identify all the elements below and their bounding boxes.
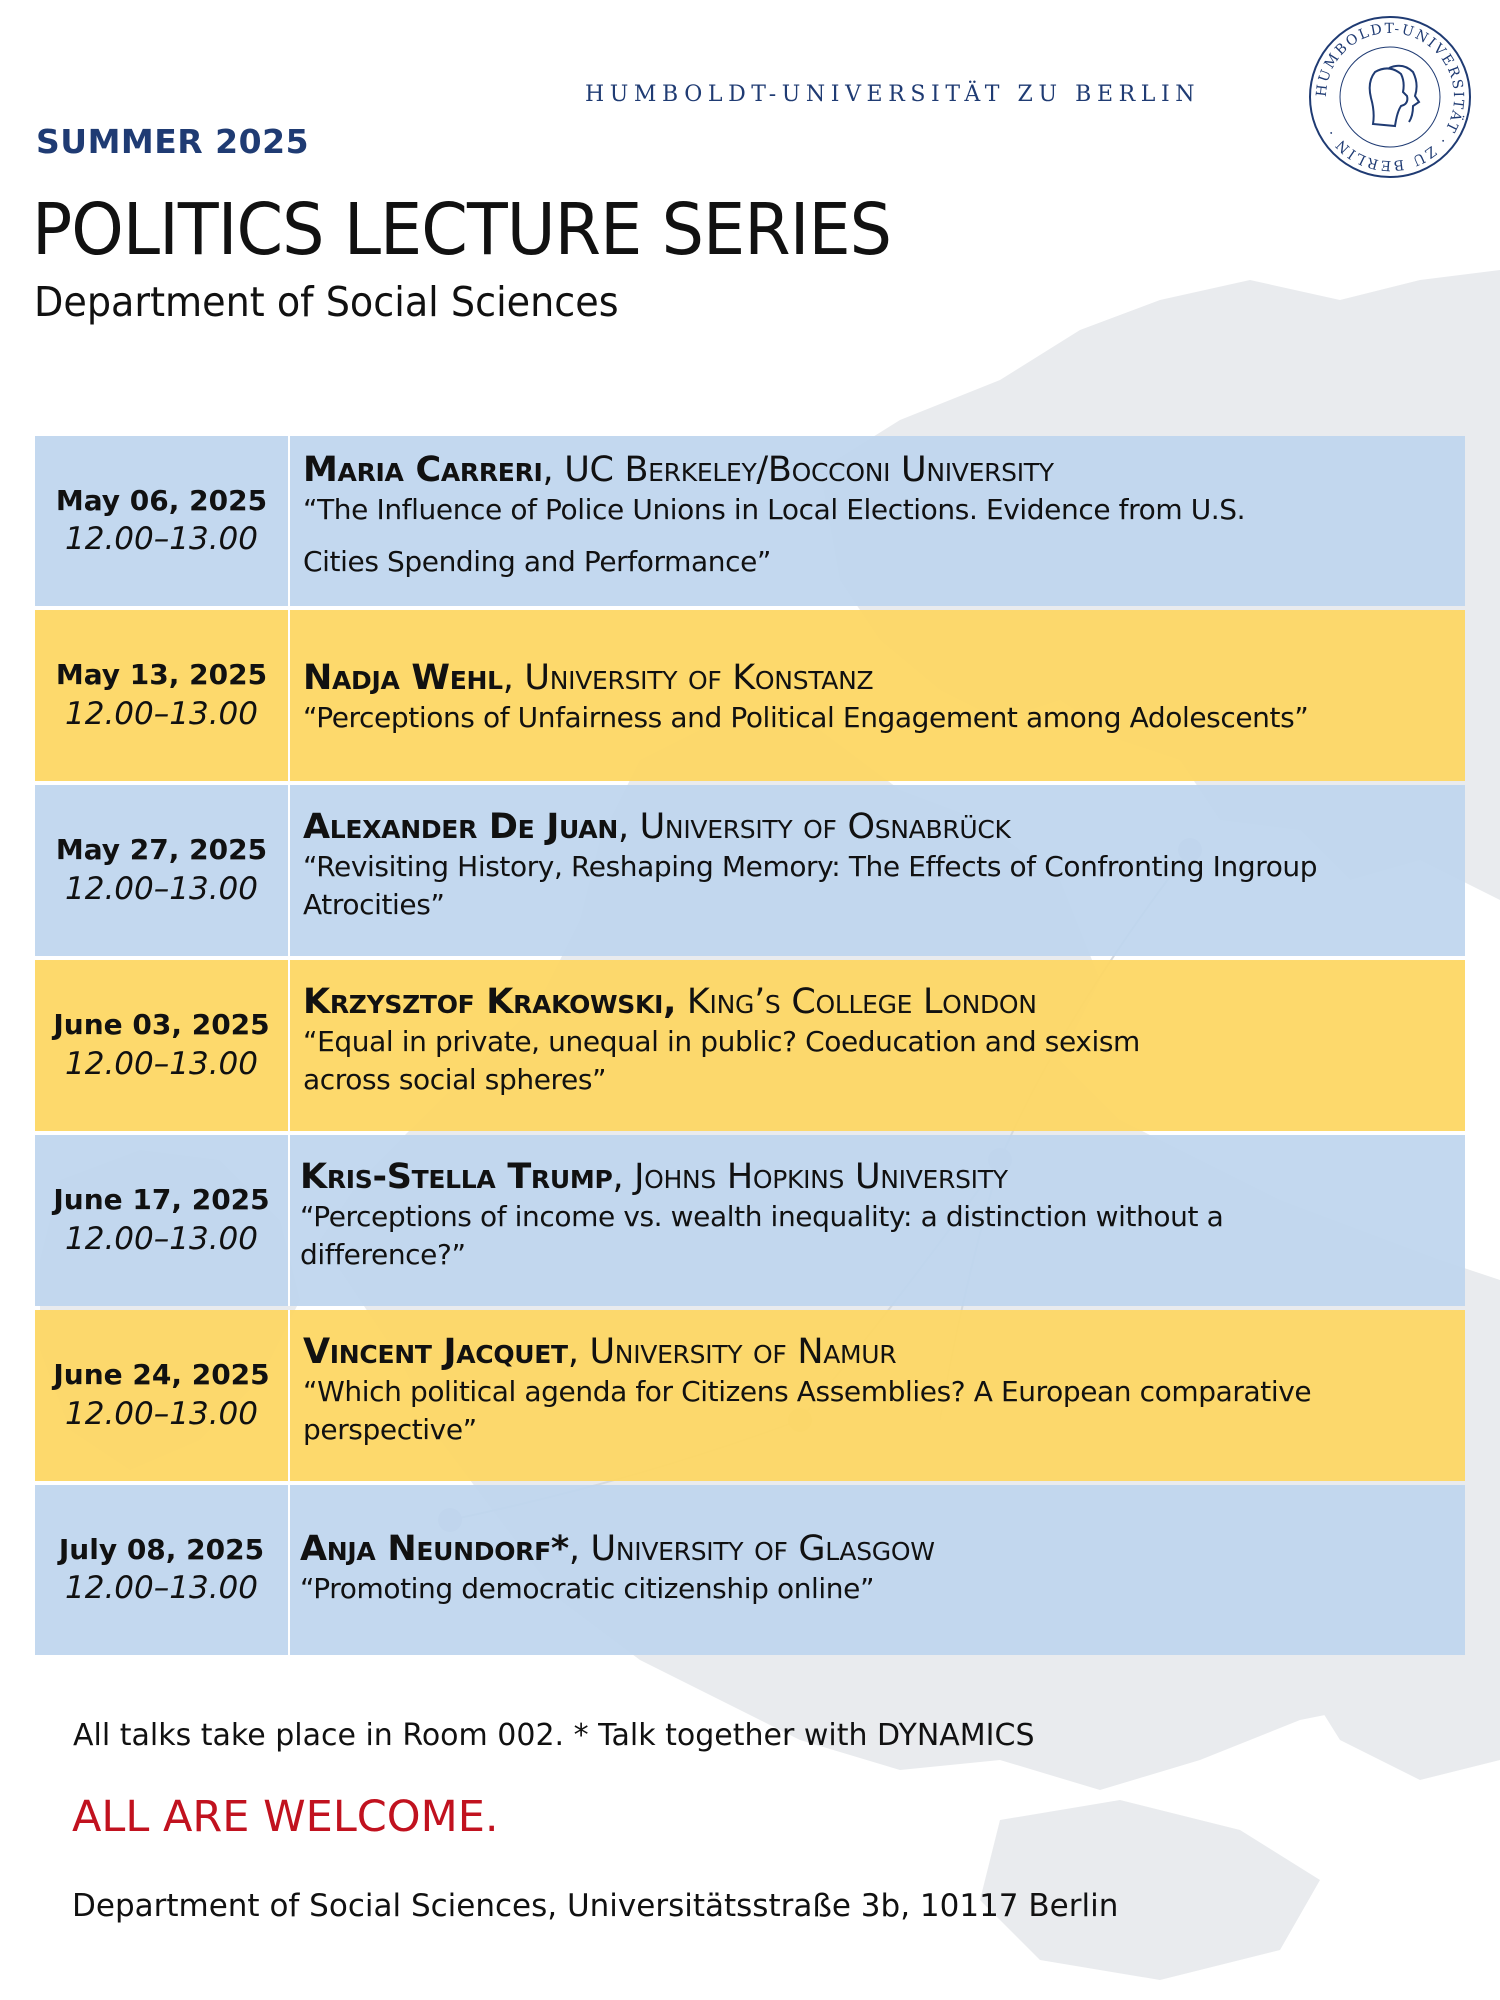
- talk-title-line: “The Influence of Police Unions in Local Elections. Evidence from U.S.: [303, 493, 1246, 527]
- venue-note: All talks take place in Room 002. * Talk together with DYNAMICS: [73, 1718, 1035, 1753]
- lecture-date: May 13, 2025: [55, 658, 268, 692]
- schedule-row: [35, 1135, 1465, 1306]
- schedule-row: [35, 1310, 1465, 1481]
- speaker-line: Nadja Wehl, University of Konstanz: [303, 658, 874, 698]
- lecture-date: July 08, 2025: [58, 1532, 265, 1566]
- schedule-row: [35, 610, 1465, 781]
- lecture-date: June 03, 2025: [53, 1008, 270, 1042]
- department-subtitle: Department of Social Sciences: [34, 278, 619, 326]
- talk-title: [303, 699, 1455, 737]
- lecture-time: 12.00–13.00: [65, 1045, 258, 1082]
- lecture-date: June 17, 2025: [53, 1183, 270, 1217]
- lecture-time: 12.00–13.00: [65, 521, 258, 558]
- lecture-time: 12.00–13.00: [65, 1570, 258, 1607]
- speaker-line: Maria Carreri, UC Berkeley/Bocconi University: [303, 450, 1054, 490]
- lecture-schedule: [35, 436, 1465, 1655]
- talk-title-line: “Revisiting History, Reshaping Memory: The Effects of Confronting Ingroup: [303, 850, 1318, 884]
- speaker-affiliation: UC Berkeley/Bocconi University: [564, 450, 1054, 490]
- university-seal-icon: [1305, 12, 1475, 182]
- speaker-line: Alexander De Juan, University of Osnabrück: [303, 807, 1011, 847]
- talk-title: [303, 491, 1455, 581]
- talk-title: [300, 1570, 1455, 1608]
- speaker-affiliation: University of Konstanz: [524, 658, 874, 698]
- speaker-line: [303, 982, 1455, 1023]
- talk-title-line: “Which political agenda for Citizens Assemblies? A European comparative: [303, 1375, 1312, 1409]
- talk-title-line: across social spheres”: [303, 1063, 607, 1097]
- speaker-affiliation: University of Namur: [589, 1332, 897, 1372]
- speaker-name: Alexander De Juan: [303, 807, 618, 847]
- date-cell: [35, 960, 290, 1131]
- talk-title-line: Cities Spending and Performance”: [303, 545, 772, 579]
- svg-text:HUMBOLDT-UNIVERSITÄT · ZU BERL: [1314, 21, 1467, 173]
- university-name: HUMBOLDT-UNIVERSITÄT ZU BERLIN: [585, 82, 1201, 107]
- semester-label: SUMMER 2025: [36, 122, 310, 161]
- welcome-message: ALL ARE WELCOME.: [72, 1792, 499, 1842]
- speaker-line: Anja Neundorf*, University of Glasgow: [300, 1529, 935, 1569]
- date-cell: [35, 1310, 290, 1481]
- speaker-name: Maria Carreri: [303, 450, 543, 490]
- talk-title-line: “Perceptions of Unfairness and Political Engagement among Adolescents”: [303, 701, 1309, 735]
- talk-title: [303, 1373, 1455, 1449]
- talk-cell: [290, 436, 1465, 606]
- schedule-row: [35, 1485, 1465, 1655]
- talk-title-line: “Promoting democratic citizenship online”: [300, 1572, 875, 1606]
- schedule-row: [35, 436, 1465, 606]
- page-title: POLITICS LECTURE SERIES: [32, 188, 892, 271]
- lecture-time: 12.00–13.00: [65, 1220, 258, 1257]
- talk-title: [303, 1023, 1455, 1099]
- talk-title: [300, 1198, 1455, 1274]
- date-cell: [35, 1485, 290, 1655]
- speaker-name: Nadja Wehl: [303, 658, 503, 698]
- talk-cell: [290, 785, 1465, 956]
- date-cell: [35, 610, 290, 781]
- speaker-affiliation: University of Glasgow: [590, 1529, 935, 1569]
- speaker-affiliation: Johns Hopkins University: [634, 1157, 1008, 1197]
- speaker-name: Vincent Jacquet: [303, 1332, 568, 1372]
- talk-title-line: “Equal in private, unequal in public? Coeducation and sexism: [303, 1025, 1140, 1059]
- lecture-time: 12.00–13.00: [65, 695, 258, 732]
- talk-cell: [290, 960, 1465, 1131]
- department-address: Department of Social Sciences, Universitätsstraße 3b, 10117 Berlin: [72, 1888, 1119, 1924]
- seal-text: HUMBOLDT-UNIVERSITÄT · ZU BERLIN ·: [1313, 20, 1467, 174]
- lecture-date: May 27, 2025: [55, 833, 268, 867]
- schedule-row: [35, 960, 1465, 1131]
- lecture-date: May 06, 2025: [55, 483, 268, 517]
- talk-title-line: difference?”: [300, 1238, 466, 1272]
- talk-title: [303, 848, 1455, 924]
- date-cell: [35, 785, 290, 956]
- talk-title-line: Atrocities”: [303, 888, 445, 922]
- schedule-row: [35, 785, 1465, 956]
- speaker-line: Vincent Jacquet, University of Namur: [303, 1332, 897, 1372]
- talk-cell: [290, 1485, 1465, 1655]
- talk-cell: [290, 610, 1465, 781]
- speaker-name: Krzysztof Krakowski,: [303, 982, 677, 1022]
- date-cell: [35, 1135, 290, 1306]
- date-cell: [35, 436, 290, 606]
- talk-cell: [290, 1135, 1465, 1306]
- speaker-affiliation: University of Osnabrück: [639, 807, 1011, 847]
- lecture-date: June 24, 2025: [53, 1358, 270, 1392]
- speaker-name: Kris-Stella Trump: [300, 1157, 613, 1197]
- lecture-time: 12.00–13.00: [65, 870, 258, 907]
- talk-title-line: “Perceptions of income vs. wealth inequality: a distinction without a: [300, 1200, 1224, 1234]
- talk-title-line: perspective”: [303, 1413, 477, 1447]
- lecture-time: 12.00–13.00: [65, 1395, 258, 1432]
- speaker-line: Kris-Stella Trump, Johns Hopkins University: [300, 1157, 1008, 1197]
- talk-cell: [290, 1310, 1465, 1481]
- speaker-name: Anja Neundorf*: [300, 1529, 569, 1569]
- speaker-affiliation: King’s College London: [686, 982, 1037, 1022]
